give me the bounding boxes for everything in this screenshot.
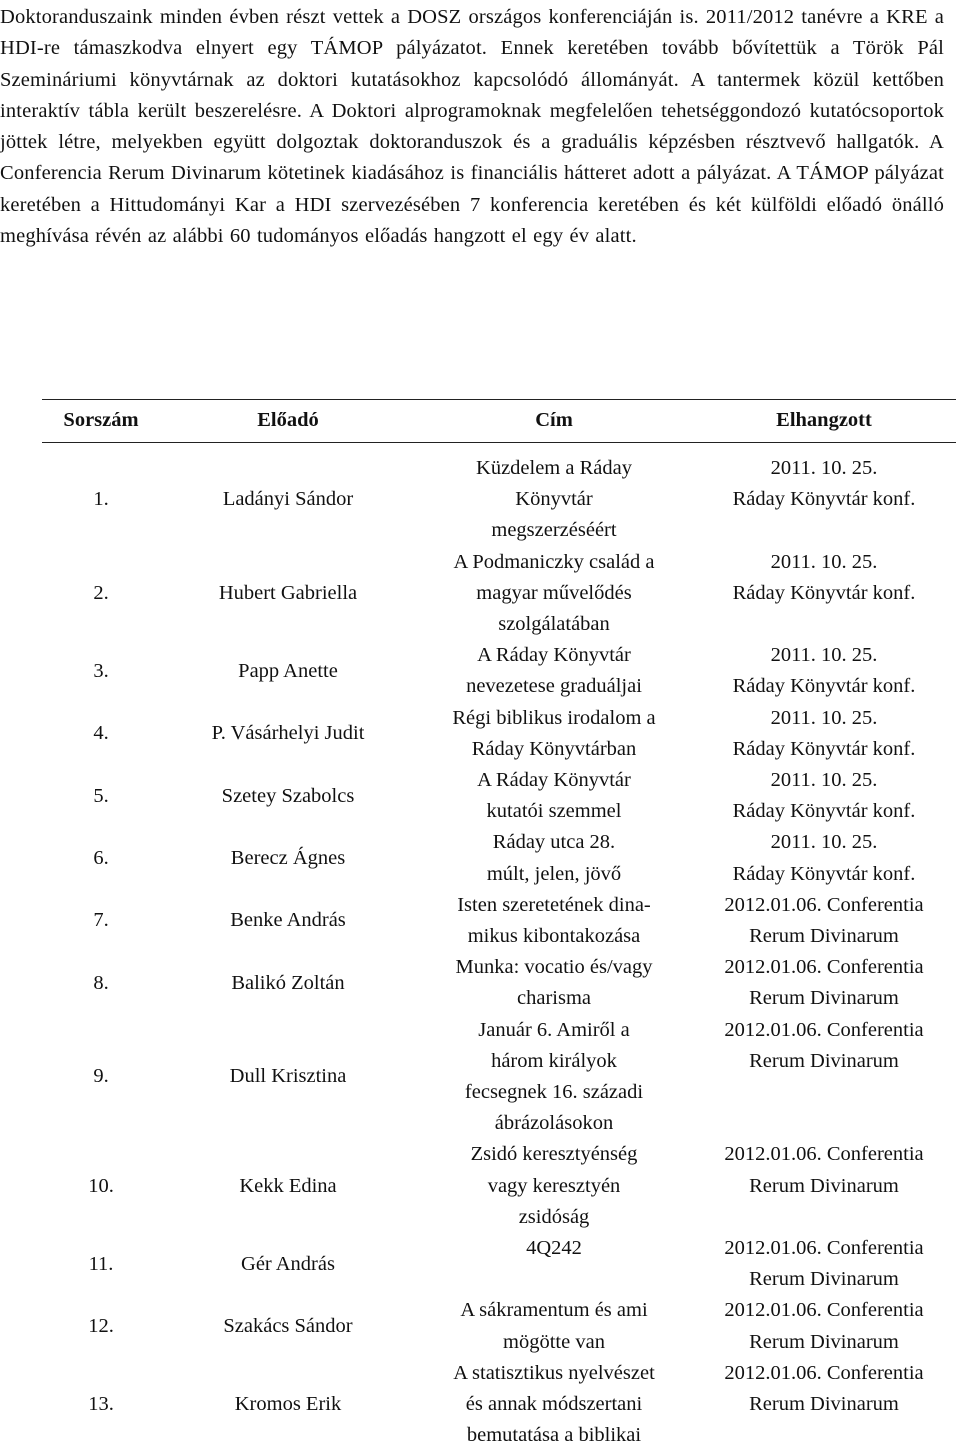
- event-line: 2012.01.06. Conferentia: [724, 1237, 924, 1260]
- event-line: Rerum Divinarum: [749, 987, 899, 1010]
- cell-number: 2.: [93, 581, 109, 604]
- event-line: 2012.01.06. Conferentia: [724, 1299, 924, 1322]
- cell-event: [692, 453, 956, 547]
- title-line: A Ráday Könyvtár: [477, 644, 631, 667]
- table-body: [42, 443, 956, 1452]
- cell-title: [416, 765, 692, 827]
- cell-number: 4.: [93, 722, 109, 745]
- cell-title: [416, 1358, 692, 1452]
- cell-event: [692, 952, 956, 1014]
- table-row: [42, 952, 956, 1014]
- table-row: [42, 453, 956, 547]
- cell-title: [416, 1295, 692, 1357]
- table-row: [42, 1015, 956, 1140]
- cell-number: 9.: [93, 1065, 109, 1088]
- title-line: zsidóság: [518, 1205, 590, 1228]
- cell-event: [692, 1139, 956, 1233]
- title-line: fecsegnek 16. századi: [464, 1081, 644, 1104]
- cell-number: 3.: [93, 659, 109, 682]
- title-line: szolgálatában: [498, 613, 610, 636]
- event-line: 2012.01.06. Conferentia: [724, 893, 924, 916]
- cell-title: [416, 1015, 692, 1140]
- title-line: Munka: vocatio és/vagy: [455, 956, 653, 979]
- title-line: Ráday Könyvtárban: [471, 737, 637, 760]
- title-line: bemutatása a biblikai: [466, 1424, 642, 1447]
- event-line: Ráday Könyvtár konf.: [732, 800, 916, 823]
- cell-speaker: P. Vásárhelyi Judit: [211, 722, 365, 745]
- title-line: megszerzéséért: [491, 519, 617, 542]
- header-event: Elhangzott: [692, 400, 956, 443]
- table-header-row: [42, 400, 956, 443]
- title-line: Január 6. Amiről a: [478, 1018, 630, 1041]
- cell-number: 7.: [93, 909, 109, 932]
- title-line: mikus kibontakozása: [467, 925, 641, 948]
- cell-event: [692, 547, 956, 641]
- cell-speaker: Papp Anette: [238, 659, 338, 682]
- title-line: Küzdelem a Ráday: [476, 457, 632, 479]
- cell-event: [692, 640, 956, 702]
- title-line: A statisztikus nyelvészet: [453, 1361, 655, 1384]
- title-line: Könyvtár: [515, 488, 593, 511]
- table-row: [42, 1139, 956, 1233]
- cell-speaker: Dull Krisztina: [229, 1065, 347, 1088]
- header-speaker: Előadó: [160, 400, 416, 443]
- title-line: Ráday utca 28.: [492, 831, 616, 854]
- cell-title: [416, 1139, 692, 1233]
- cell-speaker: Szakács Sándor: [223, 1315, 353, 1338]
- cell-title: [416, 453, 692, 547]
- cell-number: 1.: [93, 488, 109, 511]
- event-line: 2012.01.06. Conferentia: [724, 1361, 924, 1384]
- title-line: kutatói szemmel: [486, 800, 622, 823]
- title-line: Régi biblikus irodalom a: [452, 706, 656, 729]
- cell-event: [692, 827, 956, 889]
- title-line: A Podmaniczky család a: [453, 550, 655, 573]
- title-line: Isten szeretetének dina-: [457, 893, 651, 916]
- title-line: magyar művelődés: [476, 581, 632, 604]
- header-title: Cím: [416, 400, 692, 443]
- title-line: nevezetese graduáljai: [466, 675, 642, 698]
- event-line: Rerum Divinarum: [749, 1268, 899, 1291]
- event-line: 2011. 10. 25.: [770, 706, 878, 729]
- cell-title: [416, 952, 692, 1014]
- event-line: Ráday Könyvtár konf.: [732, 581, 916, 604]
- cell-title: [416, 890, 692, 952]
- table-row: [42, 1295, 956, 1357]
- cell-speaker: Kekk Edina: [239, 1174, 337, 1197]
- event-line: Ráday Könyvtár konf.: [732, 862, 916, 885]
- table-row: [42, 827, 956, 889]
- table-row: [42, 1358, 956, 1452]
- cell-event: [692, 1015, 956, 1140]
- event-line: 2011. 10. 25.: [770, 457, 878, 479]
- lectures-table-container: [42, 399, 956, 1452]
- title-line: ábrázolásokon: [494, 1112, 614, 1135]
- event-line: Rerum Divinarum: [749, 925, 899, 948]
- cell-title: [416, 827, 692, 889]
- cell-number: 13.: [88, 1393, 114, 1416]
- cell-event: [692, 703, 956, 765]
- cell-number: 12.: [88, 1315, 114, 1338]
- table-row: [42, 890, 956, 952]
- intro-paragraph: [0, 2, 944, 252]
- cell-title: [416, 703, 692, 765]
- cell-speaker: Szetey Szabolcs: [221, 784, 355, 807]
- cell-event: [692, 890, 956, 952]
- table-row: [42, 640, 956, 702]
- table-row: [42, 765, 956, 827]
- cell-speaker: Benke András: [230, 909, 346, 932]
- cell-number: 6.: [93, 847, 109, 870]
- cell-speaker: Berecz Ágnes: [230, 847, 346, 870]
- title-line: A Ráday Könyvtár: [477, 769, 631, 792]
- event-line: Rerum Divinarum: [749, 1049, 899, 1072]
- title-line: 4Q242: [526, 1237, 582, 1260]
- cell-speaker: Ladányi Sándor: [222, 488, 354, 511]
- cell-event: [692, 765, 956, 827]
- event-line: 2011. 10. 25.: [770, 550, 878, 573]
- cell-number: 10.: [88, 1174, 114, 1197]
- event-line: 2011. 10. 25.: [770, 769, 878, 792]
- event-line: 2012.01.06. Conferentia: [724, 956, 924, 979]
- cell-speaker: Kromos Erik: [234, 1393, 342, 1416]
- title-line: és annak módszertani: [465, 1393, 643, 1416]
- cell-event: [692, 1358, 956, 1452]
- table-row: [42, 1233, 956, 1295]
- table-row: [42, 547, 956, 641]
- header-number: Sorszám: [42, 400, 160, 443]
- event-line: 2011. 10. 25.: [770, 831, 878, 854]
- title-line: múlt, jelen, jövő: [486, 862, 622, 885]
- cell-number: 8.: [93, 971, 109, 994]
- event-line: Ráday Könyvtár konf.: [732, 488, 916, 511]
- cell-title: [416, 547, 692, 641]
- title-line: vagy keresztyén: [487, 1174, 621, 1197]
- title-line: charisma: [517, 987, 591, 1010]
- event-line: 2012.01.06. Conferentia: [724, 1018, 924, 1041]
- title-line: mögötte van: [503, 1330, 605, 1353]
- cell-event: [692, 1233, 956, 1295]
- event-line: Rerum Divinarum: [749, 1330, 899, 1353]
- intro-text: Doktoranduszaink minden évben részt vettek a DOSZ országos konferenciáján is. 2011/2012 tanévre a KRE a HDI-re támaszkodva elnyert egy TÁMOP pályázatot. Ennek keretében tovább bővítettük a Török Pál Szemináriumi könyvtárnak az doktori kutatásokhoz kapcsolódó állományát. A tantermek közül kettőben interaktív tábla került beszerelésre. A Doktori alprogramoknak megfelelően tehetséggondozó kutatócsoportok jöttek létre, melyekben együtt dolgoztak doktoranduszok és a graduális képzésben résztvevő hallgatók. A Conferencia Rerum Divinarum kötetinek kiadásához is financiális hátteret adott a pályázat. A TÁMOP pályázat keretében a Hittudományi Kar a HDI szervezésében 7 konferencia keretében és két külföldi előadó önálló meghívása révén az alábbi 60 tudományos előadás hangzott el egy év alatt.: [0, 6, 944, 248]
- event-line: Rerum Divinarum: [749, 1393, 899, 1416]
- event-line: 2012.01.06. Conferentia: [724, 1143, 924, 1166]
- cell-number: 11.: [88, 1252, 114, 1275]
- cell-title: [416, 1233, 692, 1295]
- table-spacer-row: [42, 443, 956, 454]
- event-line: Ráday Könyvtár konf.: [732, 675, 916, 698]
- table-row: [42, 703, 956, 765]
- title-line: A sákramentum és ami: [460, 1299, 648, 1322]
- event-line: Rerum Divinarum: [749, 1174, 899, 1197]
- cell-title: [416, 640, 692, 702]
- cell-event: [692, 1295, 956, 1357]
- title-line: három királyok: [491, 1049, 617, 1072]
- cell-speaker: Balikó Zoltán: [231, 971, 345, 994]
- event-line: Ráday Könyvtár konf.: [732, 737, 916, 760]
- cell-speaker: Hubert Gabriella: [218, 581, 358, 604]
- title-line: Zsidó keresztyénség: [470, 1143, 638, 1166]
- cell-speaker: Gér András: [241, 1252, 335, 1275]
- lectures-table: [42, 399, 956, 1452]
- event-line: 2011. 10. 25.: [770, 644, 878, 667]
- cell-number: 5.: [93, 784, 109, 807]
